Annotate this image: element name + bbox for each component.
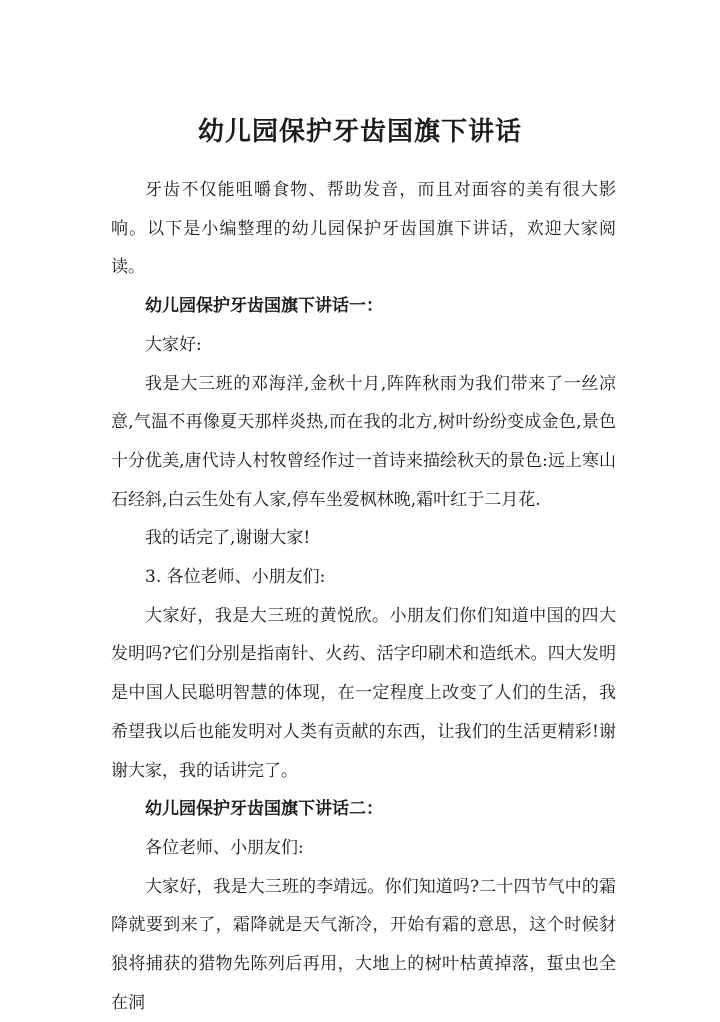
section-heading: 幼儿园保护牙齿国旗下讲话一： [145, 296, 383, 317]
document-title: 幼儿园保护牙齿国旗下讲话 [197, 117, 522, 147]
paragraph: 各位老师、小朋友们: [145, 837, 304, 858]
paragraph: 大家好: [145, 334, 202, 355]
paragraph: 大家好，我是大三班的黄悦欣。小朋友们你们知道中国的四大发明吗?它们分别是指南针、火药、活字印刷术和造纸术。四大发明是中国人民聪明智慧的体现，在一定程度上改变了人们的生活，我希望我以后也能发明对人类有贡献的东西，让我们的生活更精彩!谢谢大家，我的话讲完了。 [111, 605, 616, 781]
paragraph: 牙齿不仅能咀嚼食物、帮助发音，而且对面容的美有很大影响。以下是小编整理的幼儿园保护牙齿国旗下讲话，欢迎大家阅读。 [111, 180, 616, 278]
section-heading: 幼儿园保护牙齿国旗下讲话二： [145, 799, 383, 820]
paragraph: 我是大三班的邓海洋,金秋十月,阵阵秋雨为我们带来了一丝凉意,气温不再像夏天那样炎热,而在我的北方,树叶纷纷变成金色,景色十分优美,唐代诗人村牧曾经作过一首诗来描绘秋天的景色:远上寒山石经斜,白云生处有人家,停车坐爱枫林晚,霜叶红于二月花. [111, 373, 616, 510]
paragraph: 大家好，我是大三班的李靖远。你们知道吗?二十四节气中的霜降就要到来了，霜降就是天气渐冷，开始有霜的意思，这个时候豺狼将捕获的猎物先陈列后再用，大地上的树叶枯黄掉落，蜇虫也全在洞 [111, 876, 616, 1013]
document-body [111, 171, 616, 1022]
paragraph: 3. 各位老师、小朋友们: [145, 567, 326, 588]
paragraph: 我的话完了,谢谢大家! [145, 528, 311, 549]
